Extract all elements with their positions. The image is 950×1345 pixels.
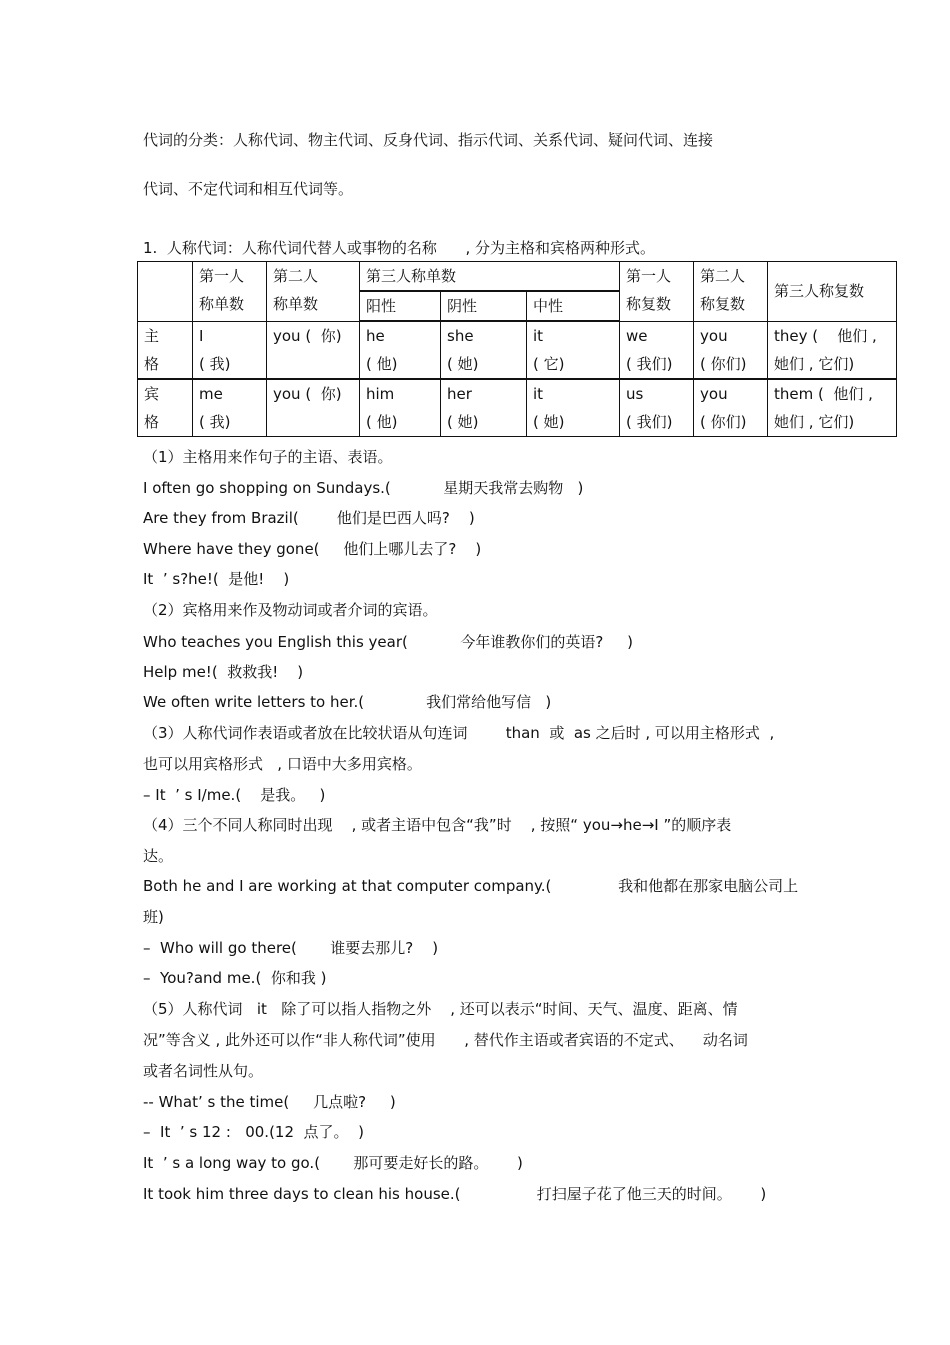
body-line: I often go shopping on Sundays.( 星期天我常去购物 ) <box>143 479 584 497</box>
table-cell: we ( 我们) <box>620 321 694 379</box>
header-empty-cell <box>138 262 193 322</box>
body-line: – It ’ s 12 : 00.(12 点了。 ) <box>143 1123 364 1141</box>
table-cell: it ( 它) <box>527 321 620 379</box>
table-cell: her ( 她) <box>441 379 527 437</box>
table-cell: you ( 你们) <box>694 321 768 379</box>
body-line: – It ’ s I/me.( 是我。 ) <box>143 786 326 804</box>
header-third-singular: 第三人称单数 <box>360 262 620 292</box>
table-cell: it ( 她) <box>527 379 620 437</box>
table-cell: you ( 你) <box>267 321 360 379</box>
body-line: Where have they gone( 他们上哪儿去了? ) <box>143 540 482 558</box>
header-neuter: 中性 <box>527 291 620 321</box>
table-cell: he ( 他) <box>360 321 441 379</box>
header-first-plural: 第一人 称复数 <box>620 262 694 322</box>
body-line: （4）三个不同人称同时出现 , 或者主语中包含“我”时 , 按照“ you→he→I ”的顺序表 <box>143 816 732 834</box>
table-cell: they ( 他们 , 她们 , 它们) <box>768 321 897 379</box>
table-row-objective <box>138 379 897 437</box>
body-line: We often write letters to her.( 我们常给他写信 ) <box>143 693 552 711</box>
table-cell: you ( 你们) <box>694 379 768 437</box>
header-second-plural: 第二人 称复数 <box>694 262 768 322</box>
table-cell: she ( 她) <box>441 321 527 379</box>
body-line: （1）主格用来作句子的主语、表语。 <box>143 448 393 466</box>
body-line: -- What’ s the time( 几点啦? ) <box>143 1093 396 1111</box>
body-line: It ’ s a long way to go.( 那可要走好长的路。 ) <box>143 1154 523 1172</box>
body-line: 达。 <box>143 847 174 865</box>
table-cell: him ( 他) <box>360 379 441 437</box>
body-line: Both he and I are working at that computer company.( 我和他都在那家电脑公司上 <box>143 877 799 895</box>
body-line: Are they from Brazil( 他们是巴西人吗? ) <box>143 509 475 527</box>
section-heading: 1. 人称代词：人称代词代替人或事物的名称 , 分为主格和宾格两种形式。 <box>143 239 655 257</box>
header-second-singular: 第二人 称单数 <box>267 262 360 322</box>
body-line: 也可以用宾格形式 , 口语中大多用宾格。 <box>143 755 422 773</box>
table-cell: I ( 我) <box>193 321 267 379</box>
table-cell: you ( 你) <box>267 379 360 437</box>
body-line: Who teaches you English this year( 今年谁教你们的英语? ) <box>143 633 633 651</box>
body-line: Help me!( 救救我! ) <box>143 663 304 681</box>
body-line: （3）人称代词作表语或者放在比较状语从句连词 than 或 as 之后时 , 可以用主格形式 , <box>143 724 775 742</box>
row-label: 宾 格 <box>138 379 193 437</box>
body-line: It took him three days to clean his house.( 打扫屋子花了他三天的时间。 ) <box>143 1185 767 1203</box>
body-line: 或者名词性从句。 <box>143 1062 264 1080</box>
header-masculine: 阳性 <box>360 291 441 321</box>
pronoun-table <box>137 261 897 437</box>
intro-line-2: 代词、不定代词和相互代词等。 <box>143 180 354 198</box>
row-label: 主 格 <box>138 321 193 379</box>
body-line: – You?and me.( 你和我 ) <box>143 969 327 987</box>
body-line: – Who will go there( 谁要去那儿? ) <box>143 939 439 957</box>
body-line: It ’ s?he!( 是他! ) <box>143 570 290 588</box>
intro-line-1: 代词的分类：人称代词、物主代词、反身代词、指示代词、关系代词、疑问代词、连接 <box>143 131 714 149</box>
header-third-plural: 第三人称复数 <box>768 262 897 322</box>
table-cell: us ( 我们) <box>620 379 694 437</box>
body-line: （2）宾格用来作及物动词或者介词的宾语。 <box>143 601 438 619</box>
body-line: 况”等含义 , 此外还可以作“非人称代词”使用 , 替代作主语或者宾语的不定式、 动名词 <box>143 1031 748 1049</box>
table-cell: me ( 我) <box>193 379 267 437</box>
header-feminine: 阴性 <box>441 291 527 321</box>
table-cell: them ( 他们 , 她们 , 它们) <box>768 379 897 437</box>
body-line: 班) <box>143 908 164 926</box>
table-row-subjective <box>138 321 897 379</box>
body-line: （5）人称代词 it 除了可以指人指物之外 , 还可以表示“时间、天气、温度、距离、情 <box>143 1000 738 1018</box>
header-first-singular: 第一人 称单数 <box>193 262 267 322</box>
